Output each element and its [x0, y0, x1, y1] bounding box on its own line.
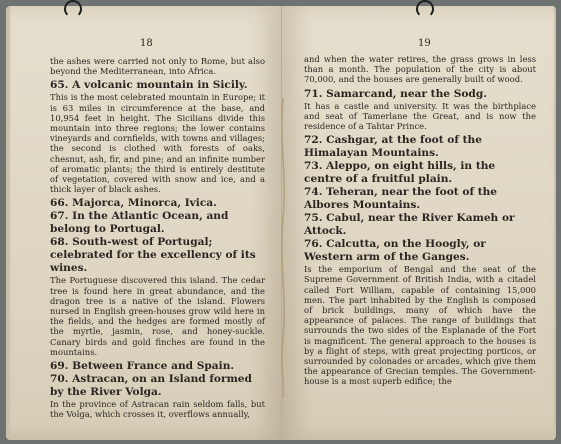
entry-heading: 75. Cabul, near the River Kameh or Attock. — [304, 212, 515, 238]
entry-heading: 71. Samarcand, near the Sodg. — [304, 87, 487, 100]
entry-text: The Portuguese discovered this island. The cedar tree is found here in great abundance, and the dragon tree is a native of the island. Flowers nursed in English green-houses grow wild here in the fields, and the hedges are formed mostly of the myrtle, jasmin, rose, and honey-suckle. Canary birds and gold finches are found in the mountains. — [50, 275, 265, 357]
binding-ring-icon — [64, 0, 82, 18]
entry-text: This is the most celebrated mountain in Europe; it is 63 miles in circumference at the base, and 10,954 feet in height. The Sicilians divide this mountain into three regions; the lower contains vineyards and cornfields, with towns and villages; the second is clothed with forests of oaks, chesnut, ash, fir, and pine; and an infinite number of aromatic plants; the third is entirely destitute of vegetation, covered with snow and ice, and a thick layer of black ashes. — [50, 92, 265, 195]
entry-heading: 72. Cashgar, at the foot of the Himalayan Mountains. — [304, 134, 482, 160]
open-book — [6, 6, 556, 440]
left-page — [10, 6, 282, 440]
entry-heading: 65. A volcanic mountain in Sicily. — [50, 79, 248, 92]
binding-thread-icon — [277, 98, 289, 398]
entry-text: In the province of Astracan rain seldom falls, but the Volga, which crosses it, overflows annually, — [50, 399, 265, 420]
entry-text: It has a castle and university. It was the birthplace and seat of Tamerlane the Great, and is now the residence of a Tahtar Prince. — [304, 100, 536, 132]
entry-heading: 67. In the Atlantic Ocean, and belong to Portugal. — [50, 210, 229, 236]
page-number: 19 — [418, 38, 431, 49]
entry-heading: 76. Calcutta, on the Hoogly, or Western arm of the Ganges. — [304, 238, 486, 264]
entry-heading: 69. Between France and Spain. — [50, 360, 235, 373]
binding-ring-icon — [416, 0, 434, 18]
entry-heading: 74. Teheran, near the foot of the Albores Mountains. — [304, 186, 498, 212]
continued-text: the ashes were carried not only to Rome, but also beyond the Mediterranean, into Africa. — [50, 56, 265, 77]
continued-text: and when the water retires, the grass grows in less than a month. The population of the city is about 70,000, and the houses are generally built of wood. — [304, 54, 536, 85]
entry-heading: 70. Astracan, on an Island formed by the River Volga. — [50, 373, 252, 399]
right-page — [282, 6, 554, 440]
entry-heading: 68. South-west of Portugal; celebrated for the excellency of its wines. — [50, 236, 256, 275]
entry-heading: 66. Majorca, Minorca, Ivica. — [50, 197, 217, 210]
page-number: 18 — [140, 38, 153, 49]
entry-heading: 73. Aleppo, on eight hills, in the centre of a fruitful plain. — [304, 160, 496, 186]
entry-text: Is the emporium of Bengal and the seat of the Supreme Government of British India, with a citadel called Fort William, capable of containing 15,000 men. The part inhabited by the English is composed of brick buildings, many of which have the appearance of palaces. The range of buildings that surrounds the two sides of the Esplanade of the Fort is magnificent. The general approach to the houses is by a flight of steps, with great projecting porticos, or surrounded by colonades or arcades, which give them the appearance of Grecian temples. The Government-house is a most superb edifice; the — [304, 264, 536, 387]
